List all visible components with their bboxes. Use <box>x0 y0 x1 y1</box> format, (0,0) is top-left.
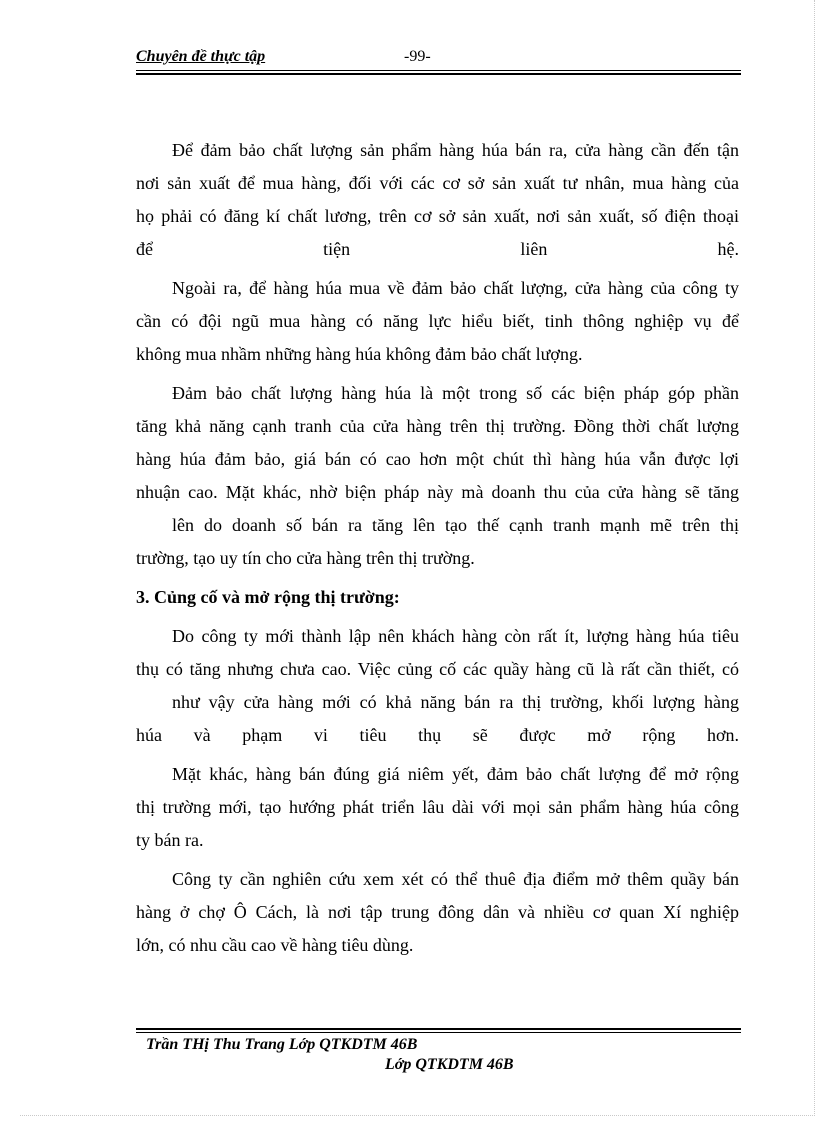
header-rule-thick <box>136 73 741 75</box>
text-line: thị trường mới, tạo hướng phát triển lâu dài với mọi sản phẩm hàng húa công <box>136 797 739 817</box>
text-line: lớn, có nhu cầu cao về hàng tiêu dùng. <box>136 935 414 955</box>
header-rule-thin <box>136 70 741 71</box>
document-body <box>136 134 739 962</box>
text-line: hàng ở chợ Ô Cách, là nơi tập trung đông dân và nhiều cơ quan Xí nghiệp <box>136 902 739 922</box>
text-line: không mua nhầm những hàng húa không đảm bảo chất lượng. <box>136 344 583 364</box>
footer-author-class: Trần THị Thu Trang Lớp QTKDTM 46B <box>146 1036 418 1053</box>
text-line: cần có đội ngũ mua hàng có năng lực hiểu biết, tinh thông nghiệp vụ để <box>136 311 739 331</box>
page-header <box>136 46 741 72</box>
text-line: hàng húa đảm bảo, giá bán có cao hơn một chút thì hàng húa vẫn được lợi <box>136 449 739 469</box>
text-line: trường, tạo uy tín cho cửa hàng trên thị trường. <box>136 548 475 568</box>
text-line: Do công ty mới thành lập nên khách hàng còn rất ít, lượng hàng húa tiêu <box>172 626 739 646</box>
text-line: Ngoài ra, để hàng húa mua về đảm bảo chất lượng, cửa hàng của công ty <box>172 278 739 298</box>
text-line: Đảm bảo chất lượng hàng húa là một trong số các biện pháp góp phần <box>172 383 739 403</box>
text-line: Công ty cần nghiên cứu xem xét có thể thuê địa điểm mở thêm quầy bán <box>172 869 739 889</box>
footer-rule-thick <box>136 1028 741 1030</box>
text-line: lên do doanh số bán ra tăng lên tạo thế cạnh tranh mạnh mẽ trên thị <box>172 515 739 535</box>
text-line: nơi sản xuất để mua hàng, đối với các cơ sở sản xuất tư nhân, mua hàng của <box>136 173 739 193</box>
text-line: họ phải có đăng kí chất lương, trên cơ sở sản xuất, nơi sản xuất, số điện thoại <box>136 206 739 226</box>
section-heading: 3. Củng cố và mở rộng thị trường: <box>136 587 400 607</box>
text-line: Mặt khác, hàng bán đúng giá niêm yết, đảm bảo chất lượng để mở rộng <box>172 764 739 784</box>
footer-rule-thin <box>136 1032 741 1033</box>
text-line: Để đảm bảo chất lượng sản phẩm hàng húa bán ra, cửa hàng cần đến tận <box>172 140 739 160</box>
text-line: thụ có tăng nhưng chưa cao. Việc củng cố các quầy hàng cũ là rất cần thiết, có <box>136 659 739 679</box>
text-line: húa và phạm vi tiêu thụ sẽ được mở rộng hơn. <box>136 725 739 745</box>
text-line: nhuận cao. Mặt khác, nhờ biện pháp này mà doanh thu của cửa hàng sẽ tăng <box>136 482 739 502</box>
text-line: tăng khả năng cạnh tranh của cửa hàng trên thị trường. Đồng thời chất lượng <box>136 416 739 436</box>
footer-class: Lớp QTKDTM 46B <box>385 1056 514 1073</box>
text-line: ty bán ra. <box>136 830 204 850</box>
text-line: như vậy cửa hàng mới có khả năng bán ra thị trường, khối lượng hàng <box>172 692 739 712</box>
text-line: để tiện liên hệ. <box>136 239 739 259</box>
header-title: Chuyên đề thực tập <box>136 48 266 65</box>
page-number: -99- <box>404 48 431 65</box>
